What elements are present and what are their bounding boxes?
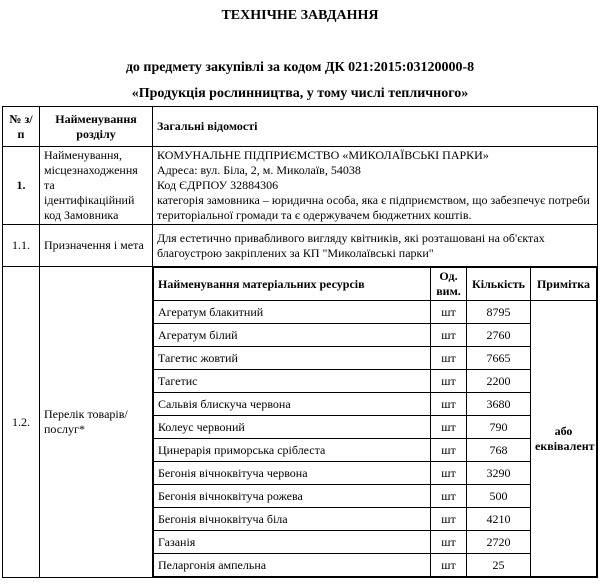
items-header-unit: Од. вим. [431,268,467,301]
item-name: Газанія [154,531,431,554]
customer-name: КОМУНАЛЬНЕ ПІДПРИЄМСТВО «МИКОЛАЇВСЬКІ ПАРКИ» [157,148,489,162]
table-row [154,554,597,577]
item-qty: 8795 [467,301,531,324]
item-unit: шт [431,508,467,531]
item-qty: 2200 [467,370,531,393]
item-qty: 2720 [467,531,531,554]
item-unit: шт [431,370,467,393]
table-row [154,301,597,324]
row-customer-num: 1. [3,147,40,225]
item-name: Пеларгонія ампельна [154,554,431,577]
table-row [154,324,597,347]
items-header-row [154,268,597,301]
header-info: Загальні відомості [153,107,598,147]
table-row [154,531,597,554]
item-qty: 25 [467,554,531,577]
item-name: Тагетис жовтий [154,347,431,370]
item-unit: шт [431,531,467,554]
item-unit: шт [431,485,467,508]
table-row [154,393,597,416]
table-row [154,485,597,508]
item-name: Бегонія вічноквітуча рожева [154,485,431,508]
item-qty: 3680 [467,393,531,416]
row-customer-section: Найменування, місцезнаходження та ідентифікаційний код Замовника [40,147,153,225]
item-name: Агератум білий [154,324,431,347]
row-purpose [3,225,598,267]
item-name: Бегонія вічноквітуча червона [154,462,431,485]
item-name: Сальвія блискуча червона [154,393,431,416]
item-unit: шт [431,393,467,416]
row-purpose-section: Призначення і мета [40,225,153,267]
row-customer-info [153,147,598,225]
row-customer [3,147,598,225]
item-name: Агератум блакитний [154,301,431,324]
table-row [154,439,597,462]
items-header-name: Найменування матеріальних ресурсів [154,268,431,301]
item-unit: шт [431,439,467,462]
item-qty: 7665 [467,347,531,370]
item-unit: шт [431,347,467,370]
items-header-qty: Кількість [467,268,531,301]
item-qty: 3290 [467,462,531,485]
table-header-row [3,107,598,147]
item-qty: 4210 [467,508,531,531]
item-unit: шт [431,554,467,577]
table-row [154,370,597,393]
item-qty: 790 [467,416,531,439]
row-goods-num: 1.2. [3,267,40,578]
item-qty: 768 [467,439,531,462]
specification-table [2,106,598,578]
item-qty: 2760 [467,324,531,347]
item-name: Тагетис [154,370,431,393]
table-row [154,416,597,439]
item-qty: 500 [467,485,531,508]
item-name: Бегонія вічноквітуча біла [154,508,431,531]
row-goods [3,267,598,578]
row-purpose-text: Для естетично привабливого вигляду квітників, які розташовані на об'єктах благоустрою закріплених за КП "Миколаївські парки" [153,225,598,267]
item-unit: шт [431,324,467,347]
items-header-note: Примітка [531,268,597,301]
table-row [154,508,597,531]
item-unit: шт [431,301,467,324]
document-subtitle: до предмету закупівлі за кодом ДК 021:2015:03120000-8 [125,60,475,75]
customer-code: Код ЄДРПОУ 32884306 [157,178,279,192]
document-title: ТЕХНІЧНЕ ЗАВДАННЯ [221,8,379,23]
row-goods-items [153,267,598,578]
item-name: Колеус червоний [154,416,431,439]
table-row [154,462,597,485]
header-num: № з/п [3,107,40,147]
items-table [153,267,597,577]
item-unit: шт [431,462,467,485]
item-unit: шт [431,416,467,439]
row-purpose-num: 1.1. [3,225,40,267]
document-subject: «Продукція рослинництва, у тому числі тепличного» [131,86,469,101]
row-goods-section: Перелік товарів/ послуг* [40,267,153,578]
customer-category: категорія замовника – юридична особа, яка є підприємством, що забезпечує потреби територіальної громади та є одержувачем бюджетних коштів. [157,193,590,222]
table-row [154,347,597,370]
item-name: Цинерарія приморська сріблеста [154,439,431,462]
header-section: Найменування розділу [40,107,153,147]
customer-address: Адреса: вул. Біла, 2, м. Миколаїв, 54038 [157,163,361,177]
item-note: або еквівалент [531,301,597,577]
